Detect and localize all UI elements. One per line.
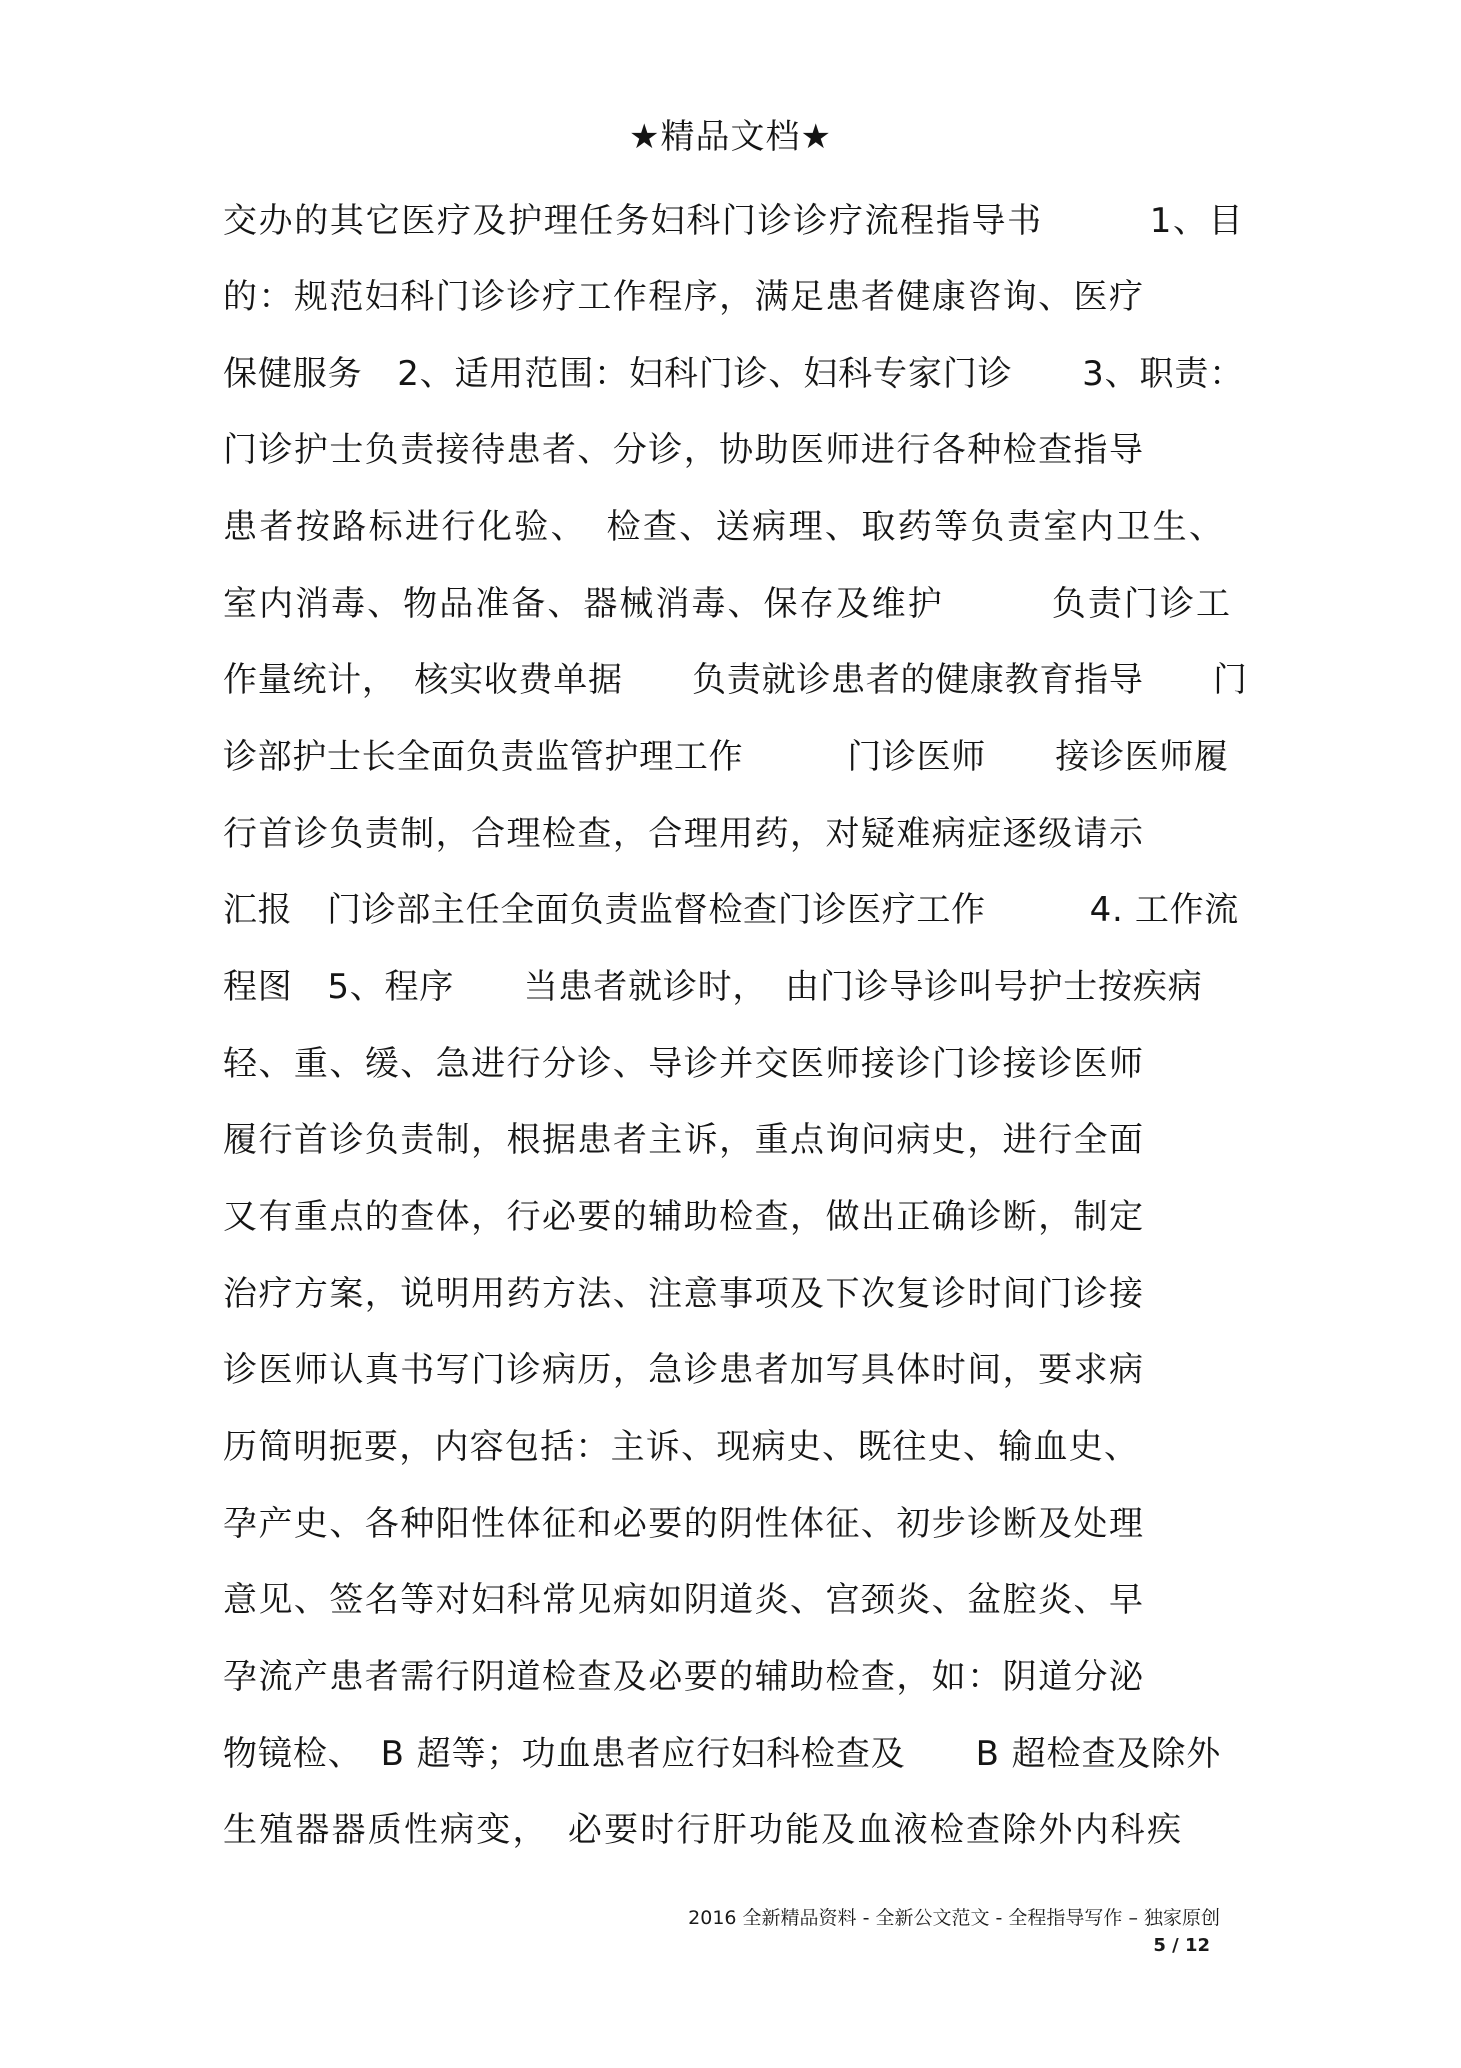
body-line: 患者按路标进行化验、 检查、送病理、取药等负责室内卫生、 — [223, 507, 1226, 547]
body-line: 历简明扼要，内容包括：主诉、现病史、既往史、输血史、 — [223, 1427, 1140, 1467]
body-line: 汇报 门诊部主任全面负责监督检查门诊医疗工作 4. 工作流 — [223, 890, 1239, 930]
body-line: 室内消毒、物品准备、器械消毒、保存及维护 负责门诊工 — [223, 584, 1233, 624]
body-line: 孕流产患者需行阴道检查及必要的辅助检查，如：阴道分泌 — [223, 1657, 1145, 1697]
body-line: 程图 5、程序 当患者就诊时， 由门诊导诊叫号护士按疾病 — [223, 967, 1203, 1007]
body-line: 孕产史、各种阳性体征和必要的阴性体征、初步诊断及处理 — [223, 1504, 1145, 1544]
body-line: 意见、签名等对妇科常见病如阴道炎、宫颈炎、盆腔炎、早 — [223, 1580, 1145, 1620]
body-line: 诊部护士长全面负责监管护理工作 门诊医师 接诊医师履 — [223, 737, 1229, 777]
body-line: 物镜检、 B 超等；功血患者应行妇科检查及 B 超检查及除外 — [223, 1734, 1222, 1774]
body-line: 又有重点的查体，行必要的辅助检查，做出正确诊断，制定 — [223, 1197, 1145, 1237]
body-line: 治疗方案，说明用药方法、注意事项及下次复诊时间门诊接 — [223, 1274, 1145, 1314]
body-line: 的：规范妇科门诊诊疗工作程序，满足患者健康咨询、医疗 — [223, 277, 1145, 317]
body-line: 诊医师认真书写门诊病历，急诊患者加写具体时间，要求病 — [223, 1350, 1145, 1390]
footer-note: 2016 全新精品资料 - 全新公文范文 - 全程指导写作 – 独家原创 — [688, 1907, 1220, 1929]
body-line: 生殖器器质性病变， 必要时行肝功能及血液检查除外内科疾 — [223, 1810, 1184, 1850]
body-line: 门诊护士负责接待患者、分诊，协助医师进行各种检查指导 — [223, 430, 1145, 470]
document-header-title: ★精品文档★ — [629, 117, 832, 157]
body-line: 轻、重、缓、急进行分诊、导诊并交医师接诊门诊接诊医师 — [223, 1044, 1145, 1084]
body-line: 保健服务 2、适用范围：妇科门诊、妇科专家门诊 3、职责： — [223, 354, 1245, 394]
page-number: 5 / 12 — [1153, 1935, 1210, 1956]
body-line: 行首诊负责制，合理检查，合理用药，对疑难病症逐级请示 — [223, 814, 1145, 854]
body-line: 交办的其它医疗及护理任务妇科门诊诊疗流程指导书 1、目 — [223, 201, 1245, 241]
body-line: 履行首诊负责制，根据患者主诉，重点询问病史，进行全面 — [223, 1120, 1145, 1160]
body-line: 作量统计， 核实收费单据 负责就诊患者的健康教育指导 门 — [223, 660, 1248, 700]
